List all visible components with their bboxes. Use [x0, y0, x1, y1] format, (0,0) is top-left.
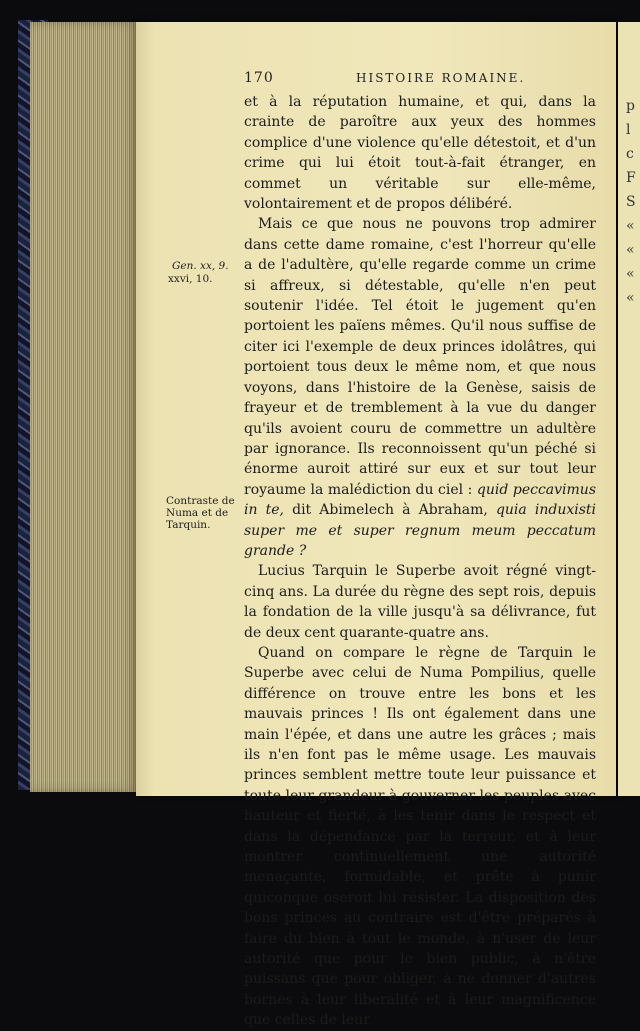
- book-page-edges: [30, 22, 138, 792]
- facing-page-letters: [626, 94, 636, 310]
- facing-letter: S: [626, 194, 636, 210]
- margin-reference-line2: xxvi, 10.: [168, 273, 213, 285]
- facing-letter: «: [626, 242, 635, 258]
- facing-letter: F: [626, 170, 636, 186]
- margin-note-contrast: [166, 495, 246, 531]
- margin-note-line: Tarquin.: [166, 519, 211, 531]
- margin-note-line: Numa et de: [166, 507, 229, 519]
- paragraph-2: [244, 214, 596, 561]
- latin-quote-2: quia induxisti super me et super regnum meum peccatum grande ?: [244, 502, 596, 559]
- facing-letter: «: [626, 218, 635, 234]
- margin-note-line: Contraste de: [166, 495, 235, 507]
- page-number: 170: [244, 70, 274, 86]
- margin-reference-line1: Gen. xx, 9.: [172, 260, 229, 272]
- running-title: HISTOIRE ROMAINE.: [356, 71, 526, 85]
- body-text: [244, 92, 596, 1031]
- latin-quote-1: quid peccavimus in te,: [244, 481, 597, 519]
- facing-letter: c: [626, 146, 634, 162]
- paragraph-2-text-b: dit Abimelech à Abraham,: [292, 502, 488, 519]
- paragraph-1: et à la réputation humaine, et qui, dans la crainte de paroître aux yeux des hommes complice d'une violence qu'elle détestoit, et d'un crime qui lui étoit tout-à-fait étranger, en commet un véritable sur elle-même, volontairement et de propos délibéré.: [244, 94, 596, 213]
- facing-letter: l: [626, 122, 631, 138]
- paragraph-2-text: Mais ce que nous ne pouvons trop admirer dans cette dame romaine, c'est l'horreur qu'elle a de l'adultère, qu'elle regarde comme un crime si affreux, si détestable, qu'elle n'en peut soutenir l'idée. Tel étoit le jugement qu'en portoient les païens mêmes. Qu'il nous suffise de citer ici l'exemple de deux princes idolâtres, qui portoient tous deux le même nom, et que nous voyons, dans l'histoire de la Genèse, saisis de frayeur et de tremblement à la vue du danger qu'ils avoient couru de commettre un adultère par ignorance. Ils reconnoissent qu'un péché si énorme auroit attiré sur eux et sur tout leur royaume la malédiction du ciel :: [244, 216, 596, 498]
- paragraph-3: Lucius Tarquin le Superbe avoit régné vingt-cinq ans. La durée du règne des sept rois, depuis la fondation de la ville jusqu'à sa délivrance, fut de deux cent quarante-quatre ans.: [244, 563, 596, 641]
- facing-letter: «: [626, 290, 635, 306]
- facing-page-edge: [618, 22, 640, 796]
- book-page: [136, 22, 616, 1029]
- facing-letter: p: [626, 98, 635, 114]
- paragraph-4: Quand on compare le règne de Tarquin le Superbe avec celui de Numa Pompilius, quelle différence on trouve entre les bons et les mauvais princes ! Ils ont également dans une main l'épée, et dans une autre les grâces ; mais ils n'en font pas le même usage. Les mauvais princes semblent mettre toute leur puissance et toute leur grandeur à gouverner les peuples avec hauteur et fierté, à les tenir dans le respect et dans la dépendance par la terreur, et à leur montrer continuellement une autorité menaçante, formidable, et prête à punir quiconque oseroit lui résister. La disposition des bons princes au contraire est d'être préparés à faire du bien à tout le monde, à n'user de leur autorité que pour le bien public, à n'être puissans que pour obliger, à ne donner d'autres bornes à leur liberalité et à leur magnificence que celles de leur: [244, 644, 596, 1029]
- facing-letter: «: [626, 266, 635, 282]
